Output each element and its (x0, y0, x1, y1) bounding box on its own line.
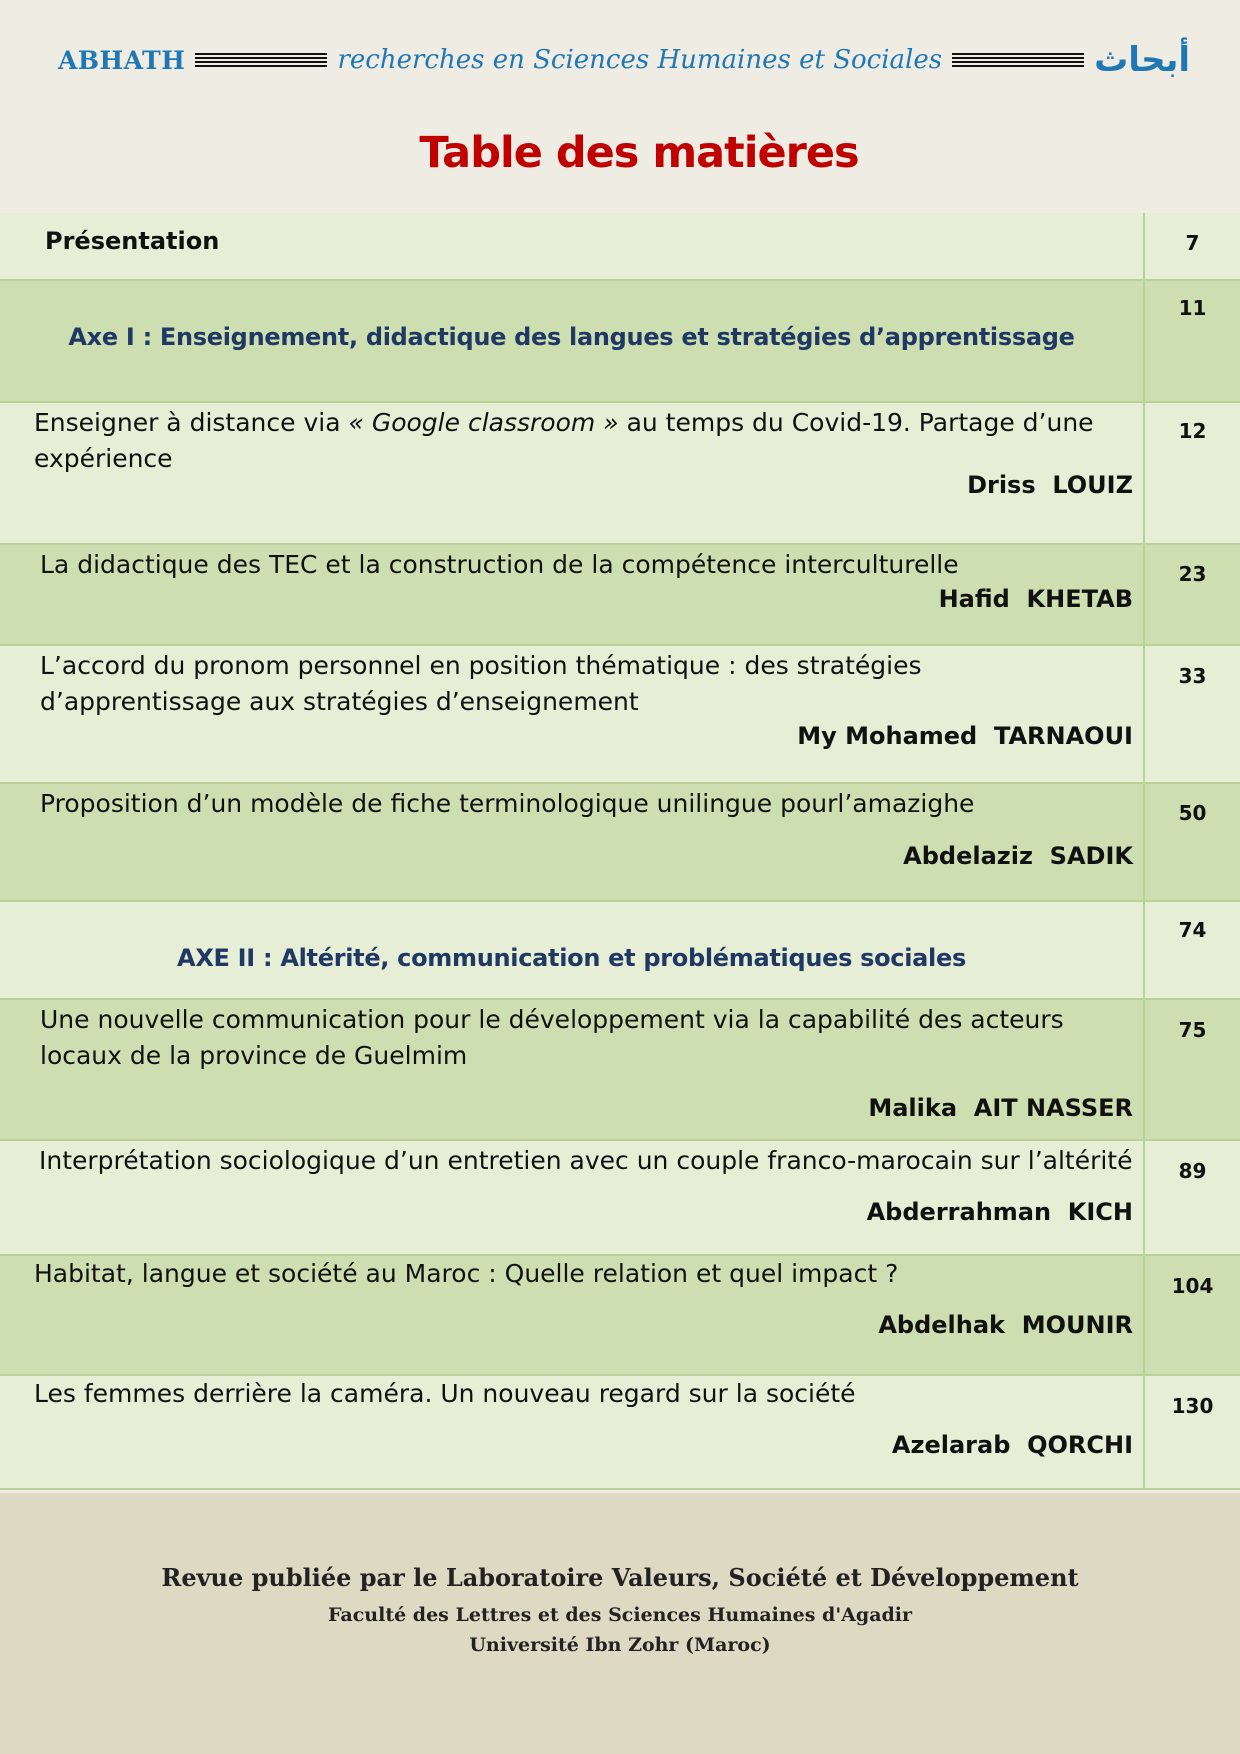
toc-row-entry[interactable] (0, 646, 1240, 784)
toc-entry-author: Abdelhak MOUNIR (878, 1311, 1133, 1339)
toc-entry-title: Habitat, langue et société au Maroc : Quelle relation et quel impact ? (34, 1259, 899, 1288)
toc-entry-title: Une nouvelle communication pour le développement via la capabilité des acteurs locaux de la province de Guelmim (40, 1005, 1064, 1070)
page-title: Table des matières (419, 128, 859, 178)
toc-row-axis-1[interactable] (0, 281, 1240, 403)
toc-axis-2-label: AXE II : Altérité, communication et problématiques sociales (177, 944, 966, 972)
toc-row-presentation[interactable] (0, 213, 1240, 281)
journal-title: recherches en Sciences Humaines et Sociales (337, 45, 943, 75)
toc-entry-title: L’accord du pronom personnel en position thématique : des stratégies d’apprentissage aux stratégies d’enseignement (40, 651, 922, 716)
toc-entry-author: Hafid KHETAB (938, 585, 1133, 613)
toc-axis-1-label: Axe I : Enseignement, didactique des langues et stratégies d’apprentissage (68, 323, 1075, 351)
footer-publisher: Revue publiée par le Laboratoire Valeurs, Société et Développement (161, 1563, 1079, 1592)
toc-row-entry[interactable] (0, 784, 1240, 902)
toc-page-number: 23 (1178, 562, 1207, 586)
toc-page-number: 11 (1178, 296, 1207, 320)
toc-row-entry[interactable] (0, 545, 1240, 646)
toc-page-number: 74 (1178, 918, 1207, 942)
toc-page-number: 12 (1178, 419, 1207, 443)
journal-header (58, 40, 1190, 80)
toc-entry-title: Les femmes derrière la caméra. Un nouveau regard sur la société (34, 1379, 856, 1408)
toc-row-entry[interactable] (0, 403, 1240, 545)
journal-arabic-title: أبحاث (1094, 40, 1190, 80)
toc-page-number: 7 (1185, 231, 1200, 255)
toc-page-number: 50 (1178, 801, 1207, 825)
header-rule-left (195, 53, 327, 68)
toc-presentation-label: Présentation (45, 227, 220, 255)
toc-row-entry[interactable] (0, 1256, 1240, 1376)
toc-entry-author: Abderrahman KICH (866, 1198, 1133, 1226)
publisher-footer (0, 1493, 1240, 1754)
toc-entry-author: Abdelaziz SADIK (903, 842, 1133, 870)
toc-page-number: 75 (1178, 1018, 1207, 1042)
toc-entry-author: Driss LOUIZ (967, 471, 1133, 499)
footer-faculty: Faculté des Lettres et des Sciences Humaines d'Agadir (327, 1604, 913, 1626)
toc-entry-author: Malika AIT NASSER (868, 1094, 1133, 1122)
toc-entry-title: Proposition d’un modèle de fiche terminologique unilingue pourl’amazighe (40, 789, 975, 818)
header-rule-right (952, 53, 1084, 68)
toc-row-entry[interactable] (0, 1000, 1240, 1141)
toc-row-entry[interactable] (0, 1376, 1240, 1490)
toc-row-entry[interactable] (0, 1141, 1240, 1256)
toc-entry-title: Enseigner à distance via « Google classroom » au temps du Covid-19. Partage d’une expérience (34, 408, 1094, 473)
toc-entry-title: La didactique des TEC et la construction de la compétence interculturelle (40, 550, 959, 579)
toc-page-number: 130 (1171, 1394, 1214, 1418)
toc-page-number: 104 (1171, 1274, 1214, 1298)
toc-page-number: 89 (1178, 1159, 1207, 1183)
toc-entry-author: Azelarab QORCHI (891, 1431, 1133, 1459)
table-of-contents (0, 213, 1240, 1490)
footer-university: Université Ibn Zohr (Maroc) (469, 1634, 771, 1656)
toc-entry-title: Interprétation sociologique d’un entretien avec un couple franco-marocain sur l’altérité (39, 1146, 1133, 1175)
toc-page-number: 33 (1178, 664, 1207, 688)
journal-abbr: ABHATH (58, 45, 186, 75)
toc-row-axis-2[interactable] (0, 902, 1240, 1000)
toc-entry-author: My Mohamed TARNAOUI (797, 722, 1133, 750)
